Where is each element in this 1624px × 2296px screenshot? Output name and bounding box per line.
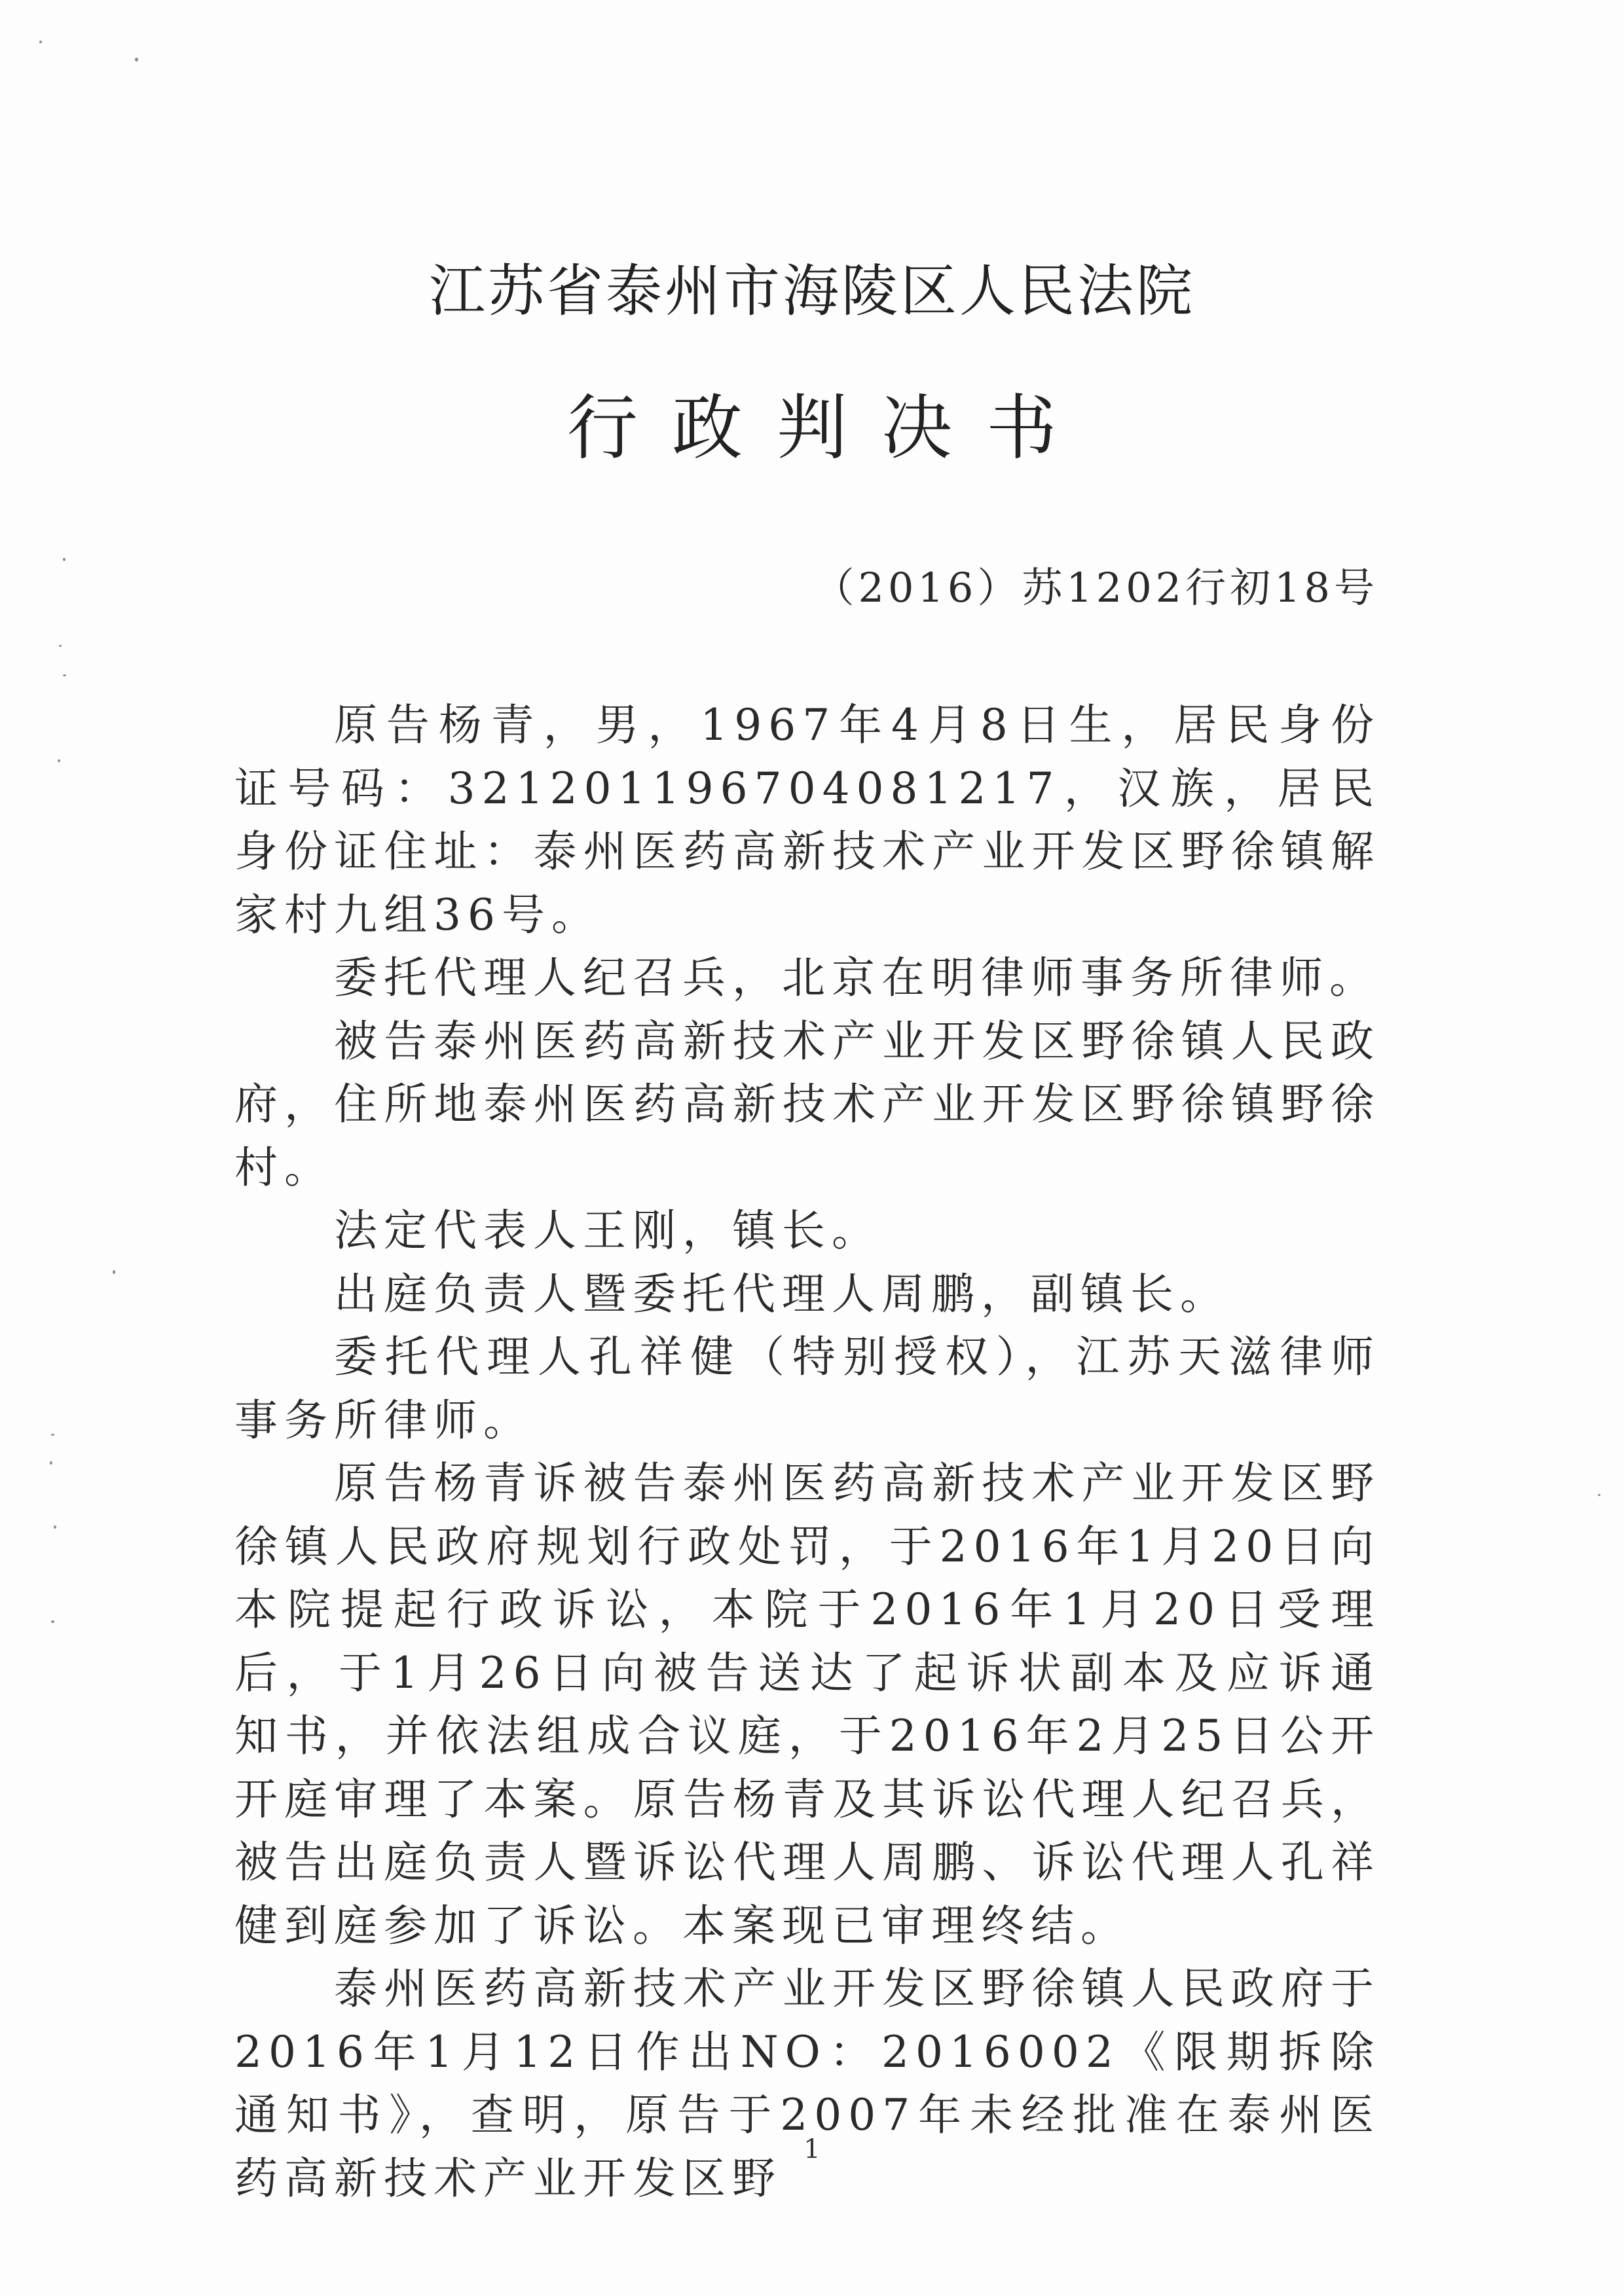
court-name: 江苏省泰州市海陵区人民法院 (429, 259, 1195, 324)
document-title: 行政判决书 (566, 388, 1091, 469)
scan-speck (54, 1525, 56, 1529)
scan-speck (39, 41, 42, 43)
scan-speck (63, 558, 65, 561)
scan-speck (58, 759, 60, 762)
scan-speck (51, 1434, 54, 1436)
scan-speck (51, 1620, 54, 1623)
case-number: （2016）苏1202行初18号 (813, 564, 1378, 611)
paragraph-legal-representative: 法定代表人王刚，镇长。 (334, 1205, 881, 1256)
paragraph-case-history: 原告杨青诉被告泰州医药高新技术产业开发区野徐镇人民政府规划行政处罚，于2016年1月20日向本院提起行政诉讼，本院于2016年1月20日受理后，于1月26日向被告送达了起诉状副本及应诉通知书，并依法组成合议庭，于2016年2月25日公开开庭审理了本案。原告杨青及其诉讼代理人纪召兵，被告出庭负责人暨诉讼代理人周鹏、诉讼代理人孔祥健到庭参加了诉讼。本案现已审理终结。 (234, 1458, 1380, 1951)
scan-speck (1598, 1494, 1600, 1496)
paragraph-defendant: 被告泰州医药高新技术产业开发区野徐镇人民政府，住所地泰州医药高新技术产业开发区野徐镇野徐村。 (234, 1015, 1380, 1193)
scan-speck (59, 645, 62, 647)
scan-speck (113, 1270, 115, 1274)
paragraph-facts: 泰州医药高新技术产业开发区野徐镇人民政府于2016年1月12日作出NO：2016002《限期拆除通知书》，查明，原告于2007年未经批准在泰州医药高新技术产业开发区野 (234, 1963, 1380, 2204)
scan-speck (50, 1461, 52, 1465)
paragraph-defendant-agent: 委托代理人孔祥健（特别授权），江苏天滋律师事务所律师。 (234, 1332, 1380, 1446)
scan-speck (135, 58, 138, 62)
scan-speck (63, 674, 66, 676)
page-number: 1 (803, 2134, 821, 2164)
paragraph-court-representative: 出庭负责人暨委托代理人周鹏，副镇长。 (334, 1268, 1230, 1319)
document-body (234, 694, 1380, 2210)
paragraph-plaintiff-agent: 委托代理人纪召兵，北京在明律师事务所律师。 (334, 953, 1379, 1003)
paragraph-plaintiff: 原告杨青，男，1967年4月8日生，居民身份证号码：321201196704081217，汉族，居民身份证住址：泰州医药高新技术产业开发区野徐镇解家村九组36号。 (234, 700, 1380, 940)
